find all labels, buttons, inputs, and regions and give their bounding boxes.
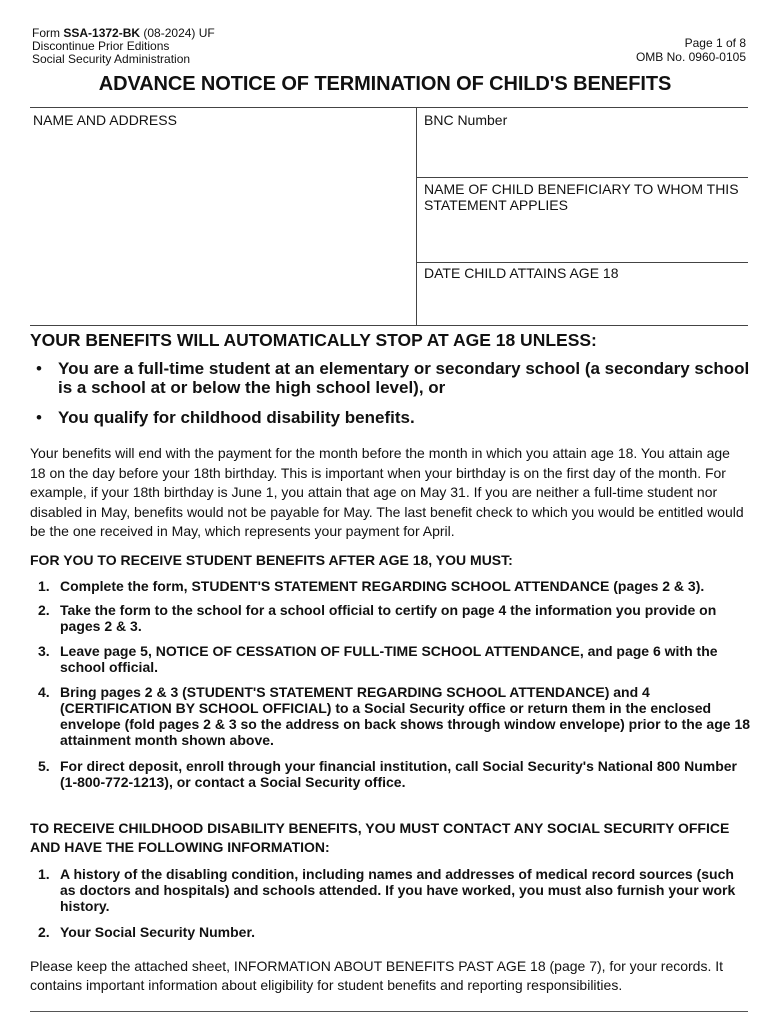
step-number: 1. (38, 578, 50, 594)
info-fields-box (30, 107, 748, 326)
editions-note: Discontinue Prior Editions (32, 39, 170, 53)
agency-name: Social Security Administration (32, 52, 191, 66)
form-header-left (32, 27, 215, 66)
bottom-divider (30, 1011, 748, 1012)
name-address-field[interactable]: NAME AND ADDRESS (33, 112, 177, 128)
step-number: 4. (38, 684, 50, 700)
page-title: ADVANCE NOTICE OF TERMINATION OF CHILD'S BENEFITS (98, 73, 672, 95)
step-number: 2. (38, 602, 50, 618)
unless-conditions-list (30, 359, 750, 427)
student-step (30, 758, 750, 790)
step-text: Take the form to the school for a school official to certify on page 4 the information you provide on pages 2 & 3. (60, 602, 717, 634)
item-number: 2. (38, 924, 50, 940)
student-step (30, 684, 750, 748)
step-text: Complete the form, STUDENT'S STATEMENT REGARDING SCHOOL ATTENDANCE (pages 2 & 3). (60, 578, 705, 594)
condition-disability: • You qualify for childhood disability benefits. (30, 408, 750, 427)
date-attains-18-field[interactable]: DATE CHILD ATTAINS AGE 18 (424, 265, 619, 281)
item-number: 1. (38, 866, 50, 882)
field-divider-1 (416, 177, 748, 178)
disability-info-list (30, 866, 750, 940)
form-prefix: Form (32, 26, 64, 40)
student-step (30, 578, 750, 594)
step-text: Bring pages 2 & 3 (STUDENT'S STATEMENT REGARDING SCHOOL ATTENDANCE) and 4 (CERTIFICATION BY SCHOOL OFFICIAL) to a Social Security office or return them in the enclosed envelope (fold pages 2 & 3 so the address on back shows through window envelope) prior to the age 18 attainment month shown above. (60, 684, 751, 748)
step-text: Leave page 5, NOTICE OF CESSATION OF FULL-TIME SCHOOL ATTENDANCE, and page 6 with the school official. (60, 643, 718, 675)
closing-paragraph: Please keep the attached sheet, INFORMATION ABOUT BENEFITS PAST AGE 18 (page 7), for your records. It contains important information about eligibility for student benefits and reporting responsibilities. (30, 958, 724, 993)
form-id: SSA-1372-BK (63, 26, 141, 40)
disability-benefits-heading: TO RECEIVE CHILDHOOD DISABILITY BENEFITS, YOU MUST CONTACT ANY SOCIAL SECURITY OFFICE AND HAVE THE FOLLOWING INFORMATION: (30, 820, 730, 855)
omb-number: OMB No. 0960-0105 (635, 50, 746, 64)
benefits-stop-heading: YOUR BENEFITS WILL AUTOMATICALLY STOP AT AGE 18 UNLESS: (30, 330, 597, 350)
benefit-end-paragraph: Your benefits will end with the payment for the month before the month in which you attain age 18. You attain age 18 on the day before your 18th birthday. This is important when your birthday is on the first day of the month. For example, if your 18th birthday is June 1, you attain that age on May 31. If you are neither a full-time student nor disabled in May, benefits would not be payable for May. The last benefit check to which you would be entitled would be the one received in May, which represents your payment for April. (30, 445, 744, 539)
field-divider-vertical (416, 108, 417, 325)
form-suffix: (08-2024) UF (140, 26, 215, 40)
condition-full-time-student: • You are a full-time student at an elementary or secondary school (a secondary school is a school at or below the high school level), or (30, 359, 750, 397)
step-text: For direct deposit, enroll through your financial institution, call Social Security's National 800 Number (1-800-772-1213), or contact a Social Security office. (60, 758, 738, 790)
student-step (30, 643, 750, 675)
field-divider-2 (416, 262, 748, 263)
step-number: 3. (38, 643, 50, 659)
student-steps-list (30, 578, 750, 790)
student-step (30, 602, 750, 634)
form-header-right (636, 36, 746, 64)
item-text: Your Social Security Number. (60, 924, 256, 940)
item-text: A history of the disabling condition, including names and addresses of medical record sources (such as doctors and hospitals) and schools attended. If you have worked, you must also furnish your work history. (60, 866, 736, 914)
page-number: Page 1 of 8 (684, 36, 746, 50)
step-number: 5. (38, 758, 50, 774)
disability-info-item (30, 924, 750, 940)
disability-info-item (30, 866, 750, 914)
child-beneficiary-name-field[interactable]: NAME OF CHILD BENEFICIARY TO WHOM THIS STATEMENT APPLIES (424, 181, 739, 213)
student-benefits-heading: FOR YOU TO RECEIVE STUDENT BENEFITS AFTER AGE 18, YOU MUST: (30, 552, 513, 568)
bnc-number-field[interactable]: BNC Number (424, 112, 508, 128)
